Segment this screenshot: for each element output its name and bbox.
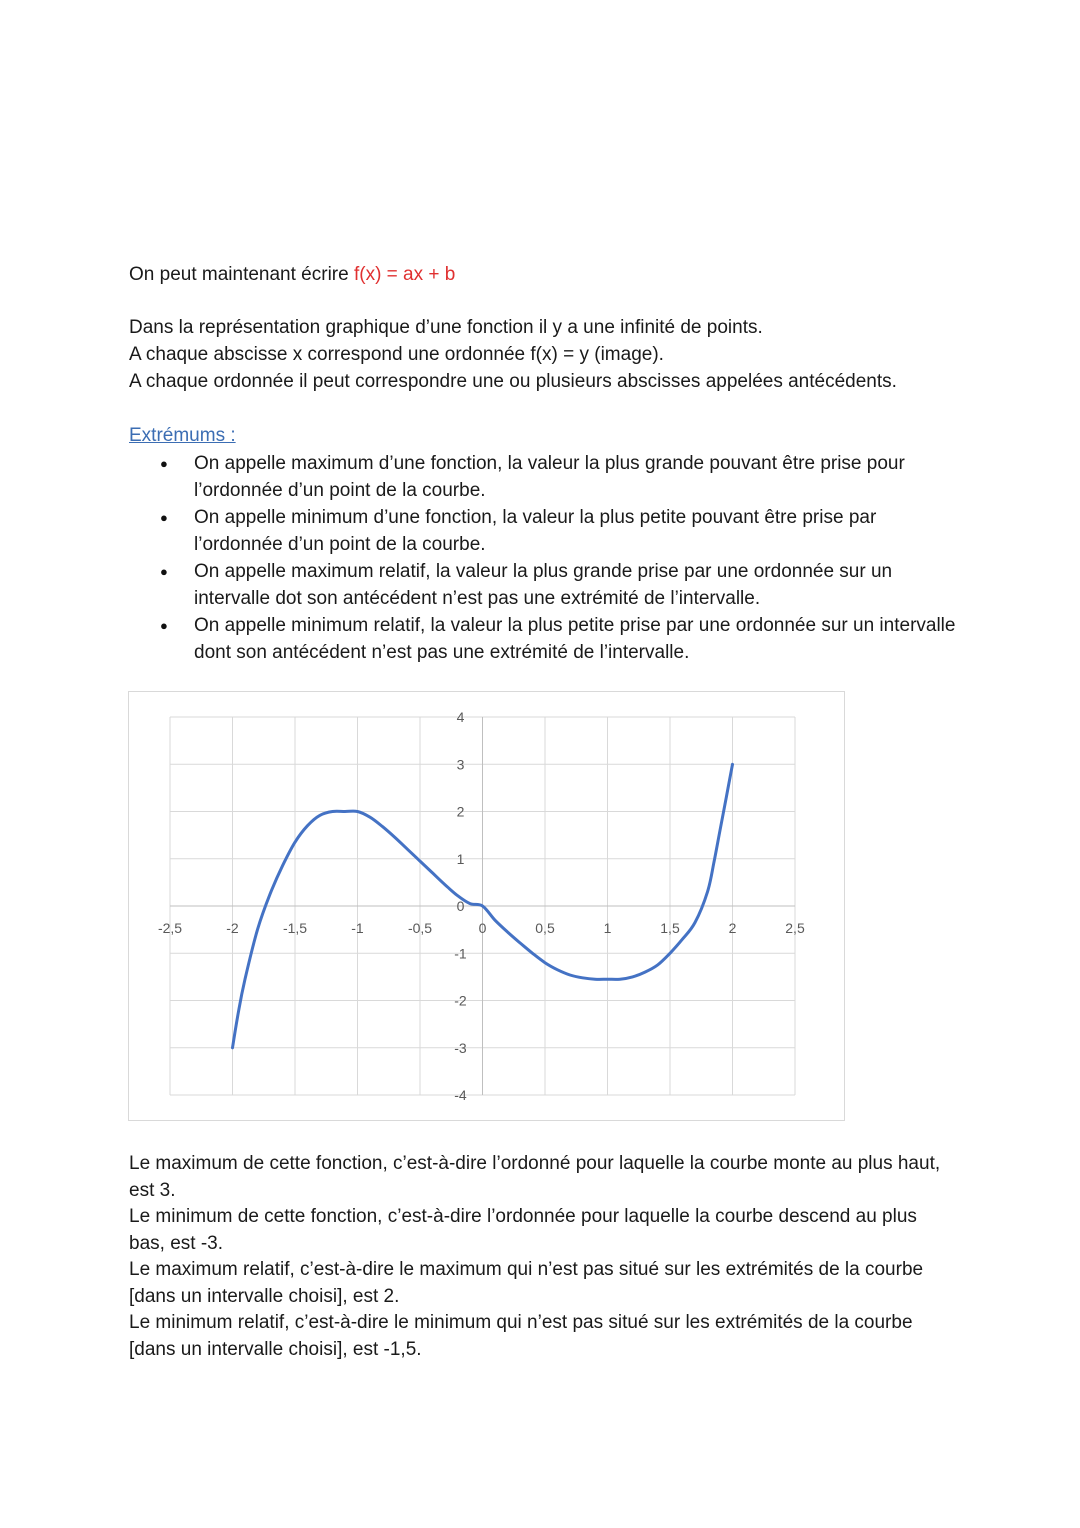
x-tick-label: -2,5 xyxy=(157,920,183,936)
x-tick-label: 1,5 xyxy=(660,920,680,936)
y-tick-label: -4 xyxy=(454,1087,467,1103)
conclusion-min: Le minimum de cette fonction, c’est-à-dire l’ordonnée pour laquelle la courbe descend au plus bas, est -3. xyxy=(129,1206,917,1254)
list-item: ● On appelle minimum relatif, la valeur la plus petite prise par une ordonnée sur un intervalle dont son antécédent n’est pas une extrémité de l’intervalle. xyxy=(160,612,960,666)
x-tick-label: 2,5 xyxy=(785,920,805,936)
definition-line-2: A chaque abscisse x correspond une ordonnée f(x) = y (image). xyxy=(129,344,664,365)
y-tick-label: -2 xyxy=(454,992,467,1009)
conclusion-relative-max: Le maximum relatif, c’est-à-dire le maximum qui n’est pas situé sur les extrémités de la courbe [dans un intervalle choisi], est 2. xyxy=(129,1259,924,1307)
y-tick-label: -1 xyxy=(454,945,467,962)
chart-svg xyxy=(129,692,846,1122)
x-tick-label: 2 xyxy=(728,920,737,936)
conclusion xyxy=(129,1151,949,1363)
y-tick-label: 2 xyxy=(456,803,465,820)
x-tick-label: -0,5 xyxy=(407,920,433,936)
function-chart xyxy=(128,691,845,1121)
y-tick-label: 0 xyxy=(456,898,465,914)
intro-text: On peut maintenant écrire xyxy=(129,264,354,285)
x-tick-label: 0,5 xyxy=(535,920,555,936)
list-item: ● On appelle maximum relatif, la valeur la plus grande prise par une ordonnée sur un intervalle dot son antécédent n’est pas une extrémité de l’intervalle. xyxy=(160,558,960,612)
definition-line-3: A chaque ordonnée il peut correspondre une ou plusieurs abscisses appelées antécédents. xyxy=(129,371,897,392)
x-tick-label: -2 xyxy=(226,920,239,936)
x-tick-label: -1,5 xyxy=(282,920,308,936)
y-tick-label: -3 xyxy=(454,1039,467,1056)
conclusion-relative-min: Le minimum relatif, c’est-à-dire le minimum qui n’est pas situé sur les extrémités de la courbe [dans un intervalle choisi], est -1,5. xyxy=(129,1312,913,1360)
formula: f(x) = ax + b xyxy=(353,264,456,285)
list-item: ● On appelle maximum d’une fonction, la valeur la plus grande pouvant être prise pour l’ordonnée d’un point de la courbe. xyxy=(160,450,960,504)
extremums-list xyxy=(160,450,960,666)
y-tick-label: 1 xyxy=(456,850,465,867)
x-tick-label: -1 xyxy=(351,920,364,936)
y-tick-label: 4 xyxy=(456,709,465,725)
extremums-heading: Extrémums : xyxy=(129,425,236,446)
x-tick-label: 1 xyxy=(603,920,612,936)
y-tick-label: 3 xyxy=(456,756,465,773)
intro-line xyxy=(129,262,455,288)
conclusion-max: Le maximum de cette fonction, c’est-à-dire l’ordonné pour laquelle la courbe monte au plus haut, est 3. xyxy=(129,1153,941,1201)
definition-line-1: Dans la représentation graphique d’une fonction il y a une infinité de points. xyxy=(129,317,763,338)
x-tick-label: 0 xyxy=(478,920,487,936)
list-item: ● On appelle minimum d’une fonction, la valeur la plus petite pouvant être prise par l’ordonnée d’un point de la courbe. xyxy=(160,504,960,558)
